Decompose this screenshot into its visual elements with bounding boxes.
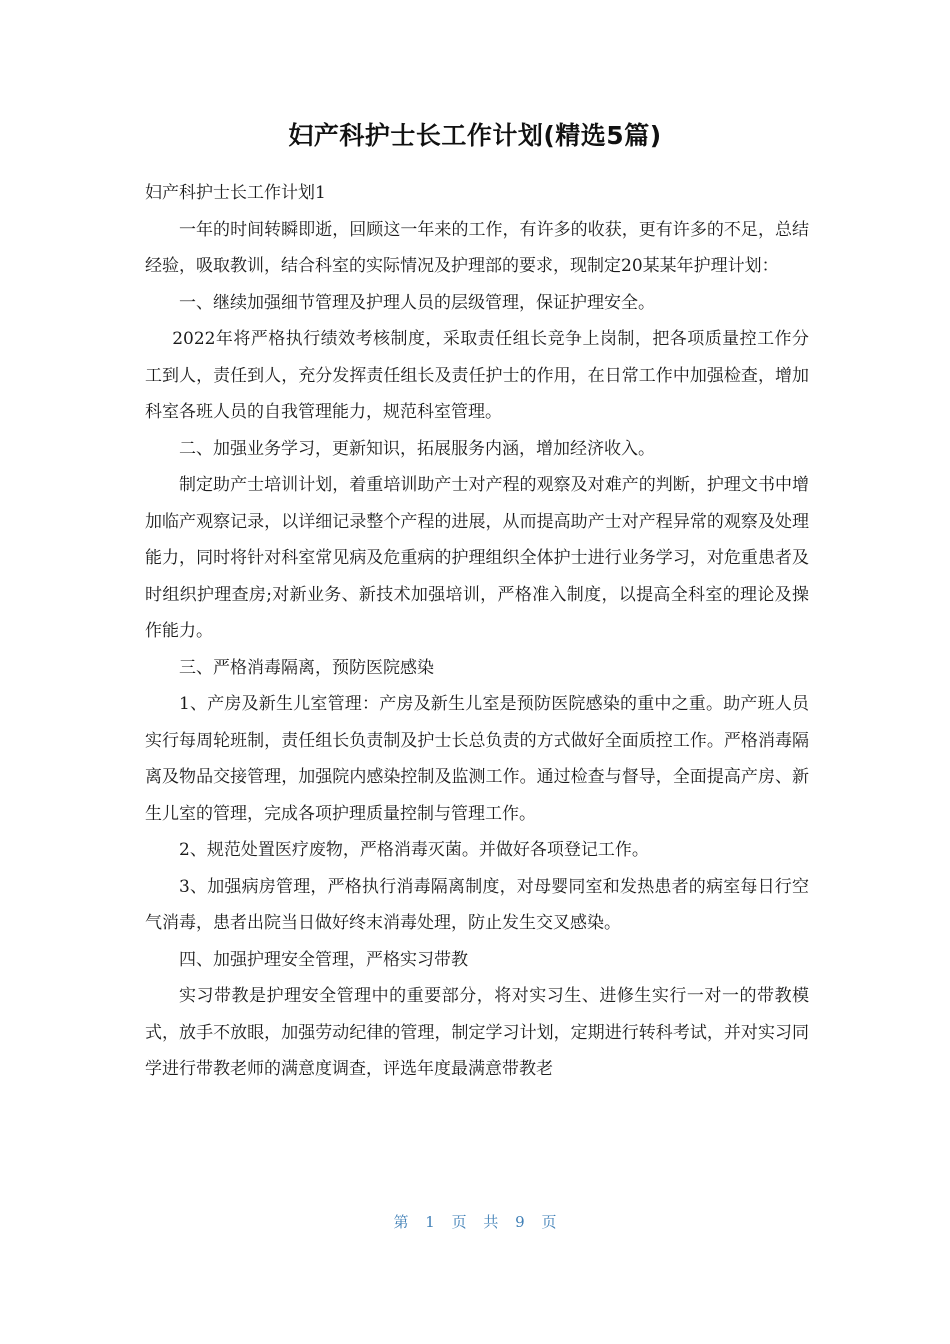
- page-number-footer: 第 1 页 共 9 页: [393, 1213, 557, 1231]
- paragraph: 2022年将严格执行绩效考核制度，采取责任组长竞争上岗制，把各项质量控工作分工到人，责任到人，充分发挥责任组长及责任护士的作用，在日常工作中加强检查，增加科室各班人员的自我管理能力，规范科室管理。: [145, 329, 809, 422]
- paragraph: 二、加强业务学习，更新知识，拓展服务内涵，增加经济收入。: [179, 438, 655, 459]
- paragraph: 2、规范处置医疗废物，严格消毒灭菌。并做好各项登记工作。: [179, 840, 649, 860]
- paragraph: 1、产房及新生儿室管理：产房及新生儿室是预防医院感染的重中之重。助产班人员实行每周轮班制，责任组长负责制及护士长总负责的方式做好全面质控工作。严格消毒隔离及物品交接管理，加强院内感染控制及监测工作。通过检查与督导，全面提高产房、新生儿室的管理，完成各项护理质量控制与管理工作。: [145, 694, 809, 824]
- document-title: 妇产科护士长工作计划(精选5篇): [288, 121, 662, 150]
- paragraph: 3、加强病房管理，严格执行消毒隔离制度，对母婴同室和发热患者的病室每日行空气消毒，患者出院当日做好终末消毒处理，防止发生交叉感染。: [145, 876, 809, 933]
- section-heading: 妇产科护士长工作计划1: [145, 183, 326, 203]
- paragraph: 实习带教是护理安全管理中的重要部分，将对实习生、进修生实行一对一的带教模式，放手不放眼，加强劳动纪律的管理，制定学习计划，定期进行转科考试，并对实习同学进行带教老师的满意度调查，评选年度最满意带教老: [145, 986, 809, 1079]
- paragraph: 一年的时间转瞬即逝，回顾这一年来的工作，有许多的收获，更有许多的不足，总结经验，吸取教训，结合科室的实际情况及护理部的要求，现制定20某某年护理计划：: [145, 219, 809, 276]
- paragraph: 制定助产士培训计划，着重培训助产士对产程的观察及对难产的判断，护理文书中增加临产观察记录，以详细记录整个产程的进展，从而提高助产士对产程异常的观察及处理能力，同时将针对科室常见病及危重病的护理组织全体护士进行业务学习，对危重患者及时组织护理查房;对新业务、新技术加强培训，严格准入制度，以提高全科室的理论及操作能力。: [145, 475, 809, 641]
- paragraph: 一、继续加强细节管理及护理人员的层级管理，保证护理安全。: [179, 292, 655, 313]
- paragraph: 三、严格消毒隔离，预防医院感染: [179, 657, 434, 678]
- document-body: [145, 175, 809, 1088]
- paragraph: 四、加强护理安全管理，严格实习带教: [179, 949, 468, 970]
